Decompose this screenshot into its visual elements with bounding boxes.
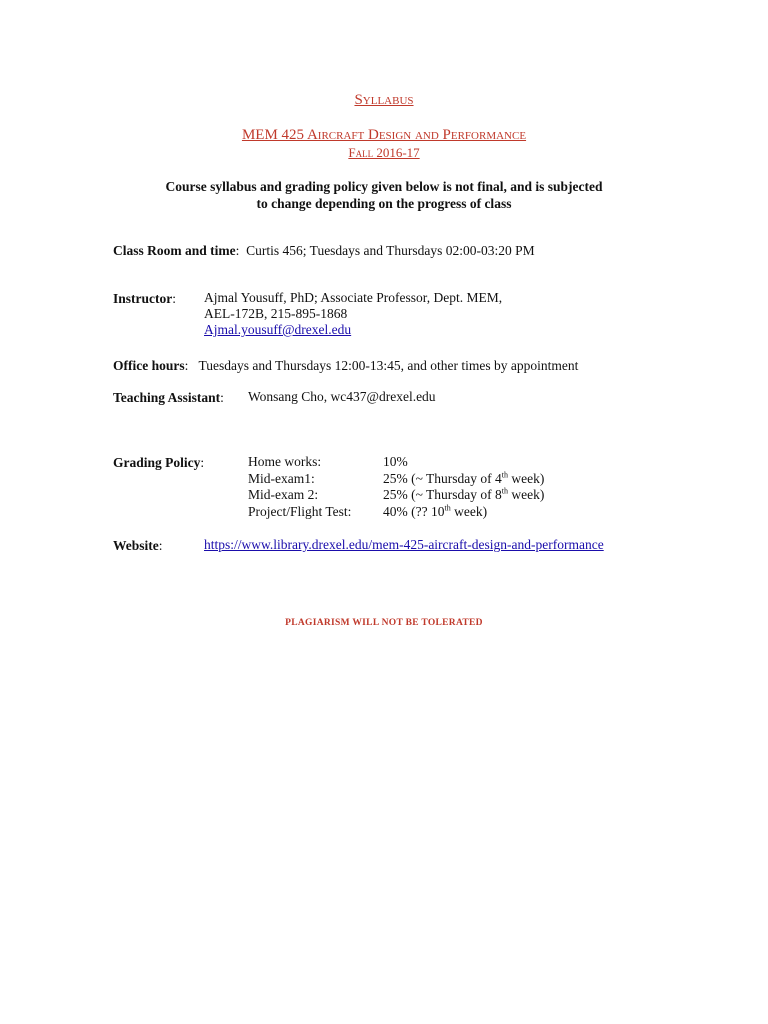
grading-item-sup: th [501, 486, 509, 496]
office-hours-row: Office hours: Tuesdays and Thursdays 12:00-13:45, and other times by appointment [113, 358, 579, 373]
ta-value: Wonsang Cho, wc437@drexel.edu [248, 389, 436, 404]
grading-item-sup: th [501, 470, 509, 480]
notice-line-1: Course syllabus and grading policy given below is not final, and is subjected [165, 179, 603, 194]
grading-item-value: 25% [383, 471, 408, 486]
grading-item-value: 10% [383, 454, 408, 469]
classroom-value: Curtis 456; Tuesdays and Thursdays 02:00-03:20 PM [246, 243, 535, 258]
grading-item-note: (?? 10 [411, 504, 445, 519]
website-link[interactable]: https://www.library.drexel.edu/mem-425-aircraft-design-and-performance [204, 537, 604, 552]
office-hours-label: Office hours [113, 358, 185, 373]
ta-label-row: Teaching Assistant: [113, 390, 224, 405]
grading-item-note: (~ Thursday of 8 [411, 487, 502, 502]
grading-item-name: Mid-exam 2: [248, 487, 319, 502]
instructor-name: Ajmal Yousuff, PhD; Associate Professor, Dept. MEM, [204, 290, 503, 305]
instructor-label-row: Instructor: [113, 291, 177, 306]
grading-item-note: (~ Thursday of 4 [411, 471, 502, 486]
grading-item-value-row [383, 471, 544, 487]
classroom-row: Class Room and time: Curtis 456; Tuesdays and Thursdays 02:00-03:20 PM [113, 243, 535, 258]
grading-item-name: Mid-exam1: [248, 471, 315, 486]
grading-item-value: 40% [383, 504, 408, 519]
instructor-email-link[interactable]: Ajmal.yousuff@drexel.edu [204, 322, 352, 337]
grading-item-note-end: week) [508, 487, 545, 502]
syllabus-heading: Syllabus [354, 92, 414, 108]
notice-line-2: to change depending on the progress of class [256, 196, 512, 211]
classroom-label: Class Room and time [113, 243, 236, 258]
syllabus-notice [0, 178, 768, 212]
grading-label-row: Grading Policy: [113, 455, 205, 470]
grading-item-value-row [383, 504, 487, 520]
grading-label: Grading Policy [113, 455, 201, 470]
course-title: MEM 425 Aircraft Design and Performance [241, 127, 527, 143]
grading-item-name: Home works: [248, 454, 322, 469]
grading-item-value-row [383, 487, 544, 503]
grading-item-sup: th [444, 503, 451, 513]
instructor-label: Instructor [113, 291, 173, 306]
grading-item-value: 25% [383, 487, 408, 502]
website-label-row: Website: [113, 538, 163, 553]
term-label: Fall 2016-17 [348, 145, 420, 160]
instructor-office: AEL-172B, 215-895-1868 [204, 306, 348, 321]
website-label: Website [113, 538, 159, 553]
grading-item-name: Project/Flight Test: [248, 504, 352, 519]
plagiarism-warning: PLAGIARISM WILL NOT BE TOLERATED [285, 618, 483, 628]
office-hours-value: Tuesdays and Thursdays 12:00-13:45, and other times by appointment [198, 358, 579, 373]
grading-item-note-end: week) [450, 504, 488, 519]
ta-label: Teaching Assistant [113, 390, 221, 405]
grading-item-note-end: week) [508, 471, 545, 486]
